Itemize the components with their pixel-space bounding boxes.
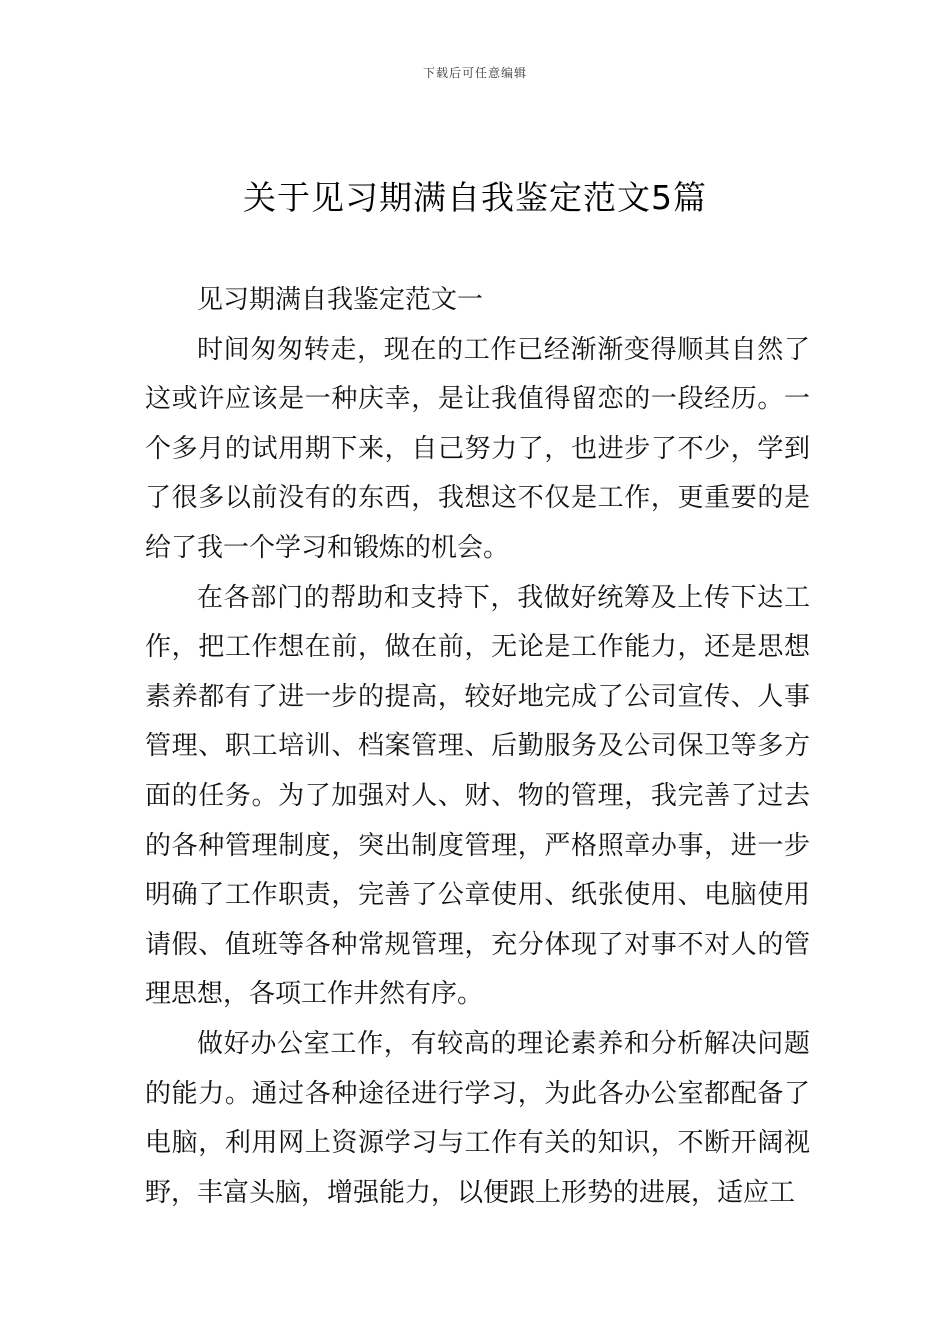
page-header-note: 下载后可任意编辑 (422, 66, 527, 80)
section-heading: 见习期满自我鉴定范文一 (197, 285, 484, 315)
paragraph-1: 时间匆匆转走，现在的工作已经渐渐变得顺其自然了这或许应该是一种庆幸，是让我值得留恋的一段经历。一个多月的试用期下来，自己努力了，也进步了不少，学到了很多以前没有的东西，我想这不仅是工作，更重要的是给了我一个学习和锻炼的机会。 (145, 334, 810, 563)
document-body (145, 276, 810, 1218)
document-title: 关于见习期满自我鉴定范文5篇 (243, 178, 707, 217)
paragraph-2: 在各部门的帮助和支持下，我做好统筹及上传下达工作，把工作想在前，做在前，无论是工作能力，还是思想素养都有了进一步的提高，较好地完成了公司宣传、人事管理、职工培训、档案管理、后勤服务及公司保卫等多方面的任务。为了加强对人、财、物的管理，我完善了过去的各种管理制度，突出制度管理，严格照章办事，进一步明确了工作职责，完善了公章使用、纸张使用、电脑使用请假、值班等各种常规管理，充分体现了对事不对人的管理思想，各项工作井然有序。 (145, 582, 810, 1010)
paragraph-3: 做好办公室工作，有较高的理论素养和分析解决问题的能力。通过各种途径进行学习，为此各办公室都配备了电脑，利用网上资源学习与工作有关的知识，不断开阔视野，丰富头脑，增强能力，以便跟上形势的进展，适应工 (145, 1028, 810, 1208)
